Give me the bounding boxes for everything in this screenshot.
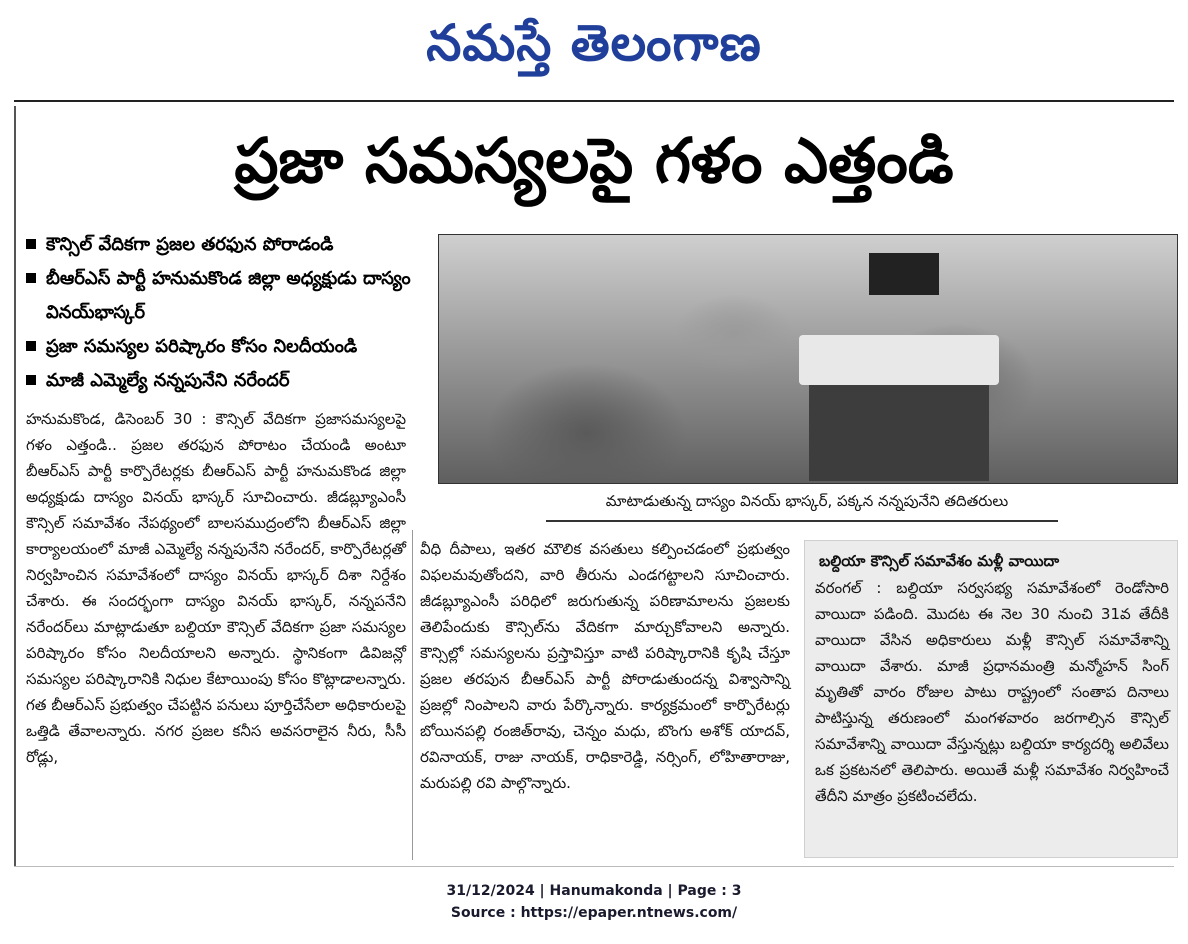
- bullet-text: ప్రజా సమస్యల పరిష్కారం కోసం నిలదీయండి: [46, 336, 358, 357]
- column-divider: [412, 530, 413, 860]
- article-column-2: వీధి దీపాలు, ఇతర మౌలిక వసతులు కల్పించడంలో ప్రభుత్వం విఫలమవుతోందని, వారి తీరును ఎండగట్టాలని సూచించారు. జీడబ్ల్యూఎంసీ పరిధిలో జరుగుతున్న పరిణామాలను ప్రజలకు తెలిపేందుకు కౌన్సిల్‌ను వేదికగా మార్చుకోవాలని అన్నారు. కౌన్సిల్లో సమస్యలను ప్రస్తావిస్తూ వాటి పరిష్కారానికి కృషి చేస్తూ ప్రజల తరపున బీఆర్ఎస్ పార్టీ పోరాడుతుందన్న విశ్వాసాన్ని ప్రజల్లో నింపాలని వారు పేర్కొన్నారు. కార్యక్రమంలో కార్పొరేటర్లు బోయినపల్లి రంజిత్‌రావు, చెన్నం మధు, బొంగు అశోక్ యాదవ్, రవినాయక్, రాజు నాయక్, రాధికారెడ్డి, నర్సింగ్, లోహితారాజు, మరుపల్లి రవి పాల్గొన్నారు.: [420, 540, 790, 792]
- article-column-1: హనుమకొండ, డిసెంబర్ 30 : కౌన్సిల్ వేదికగా ప్రజాసమస్యలపై గళం ఎత్తండి.. ప్రజల తరఫున పోరాటం చేయండి అంటూ బీఆర్ఎస్ పార్టీ కార్పొరేటర్లకు బీఆర్ఎస్ పార్టీ హనుమకొండ జిల్లా అధ్యక్షుడు దాస్యం వినయ్ భాస్కర్ సూచించారు. జీడబ్ల్యూఎంసీ కౌన్సిల్ సమావేశం నేపథ్యంలో బాలసముద్రంలోని బీఆర్ఎస్ జిల్లా కార్యాలయంలో మాజీ ఎమ్మెల్యే నన్నపునేని నరేందర్, కార్పొరేటర్లతో నిర్వహించిన సమావేశంలో దాస్యం వినయ్ భాస్కర్ దిశా నిర్దేశం చేశారు. ఈ సందర్భంగా దాస్యం వినయ్ భాస్కర్, నన్నపనేని నరేందర్‌లు మాట్లాడుతూ బల్దియా కౌన్సిల్ వేదికగా ప్రజా సమస్యల పరిష్కారం కోసం నిలదీయాలని అన్నారు. స్థానికంగా డివిజన్లో సమస్యల పరిష్కారానికి నిధుల కేటాయింపు కోసం కొట్లాడాలన్నారు. గత బీఆర్ఎస్ ప్రభుత్వం చేపట్టిన పనులు పూర్తిచేసేలా అధికారులపై ఒత్తిడి తేవాలన్నారు. నగర ప్రజల కనీస అవసరాలైన నీరు, సీసీ రోడ్లు,: [26, 410, 406, 766]
- bullet-item: [26, 228, 426, 262]
- bullet-square-icon: [26, 273, 36, 283]
- bullet-square-icon: [26, 375, 36, 385]
- sidebar-box: [804, 540, 1178, 858]
- footer: [0, 880, 1188, 924]
- sidebar-title: బల్దియా కౌన్సిల్ సమావేశం మళ్లీ వాయిదా: [819, 552, 1060, 570]
- left-border: [14, 106, 16, 866]
- headline: ప్రజా సమస్యలపై గళం ఎత్తండి: [234, 124, 954, 197]
- bullet-text: బీఆర్ఎస్ పార్టీ హనుమకొండ జిల్లా అధ్యక్షుడు దాస్యం వినయ్‌భాస్కర్: [46, 268, 411, 323]
- photo-table-top: [799, 335, 999, 385]
- bullet-item: [26, 262, 426, 330]
- caption-underline: [546, 520, 1058, 522]
- bullet-list: [26, 228, 426, 398]
- meeting-photo: [438, 234, 1178, 484]
- sidebar-text: వరంగల్ : బల్దియా సర్వసభ్య సమావేశంలో రెండోసారి వాయిదా పడింది. మొదట ఈ నెల 30 నుంచి 31వ తేదీకి వాయిదా వేసిన అధికారులు మళ్లీ కౌన్సిల్ సమావేశాన్ని వాయిదా వేశారు. మాజీ ప్రధానమంత్రి మన్మోహన్ సింగ్ మృతితో వారం రోజుల పాటు రాష్ట్రంలో సంతాప దినాలు పాటిస్తున్న తరుణంలో మంగళవారం జరగాల్సిన కౌన్సిల్ సమావేశాన్ని వాయిదా వేస్తున్నట్లు బల్దియా కార్యదర్శి అలివేలు ఒక ప్రకటనలో తెలిపారు. అయితే మళ్లీ సమావేశం నిర్వహించే తేదీని మాత్రం ప్రకటించలేదు.: [815, 579, 1169, 805]
- bullet-text: కౌన్సిల్ వేదికగా ప్రజల తరఫున పోరాడండి: [46, 234, 334, 255]
- bullet-square-icon: [26, 239, 36, 249]
- photo-table-front: [809, 385, 989, 481]
- bullet-text: మాజీ ఎమ్మెల్యే నన్నపునేని నరేందర్: [46, 370, 290, 391]
- footer-source-link[interactable]: Source : https://epaper.ntnews.com/: [450, 905, 738, 921]
- top-divider: [14, 100, 1174, 102]
- masthead-logo: నమస్తే తెలంగాణ: [426, 13, 762, 72]
- footer-date-page: 31/12/2024 | Hanumakonda | Page : 3: [446, 883, 742, 899]
- photo-caption: మాటాడుతున్న దాస్యం వినయ్ భాస్కర్, పక్కన నన్నపునేని తదితరులు: [605, 492, 1009, 510]
- bottom-divider: [14, 866, 1174, 867]
- bullet-item: [26, 330, 426, 364]
- bullet-item: [26, 364, 426, 398]
- bullet-square-icon: [26, 341, 36, 351]
- photo-tv-screen: [869, 253, 939, 295]
